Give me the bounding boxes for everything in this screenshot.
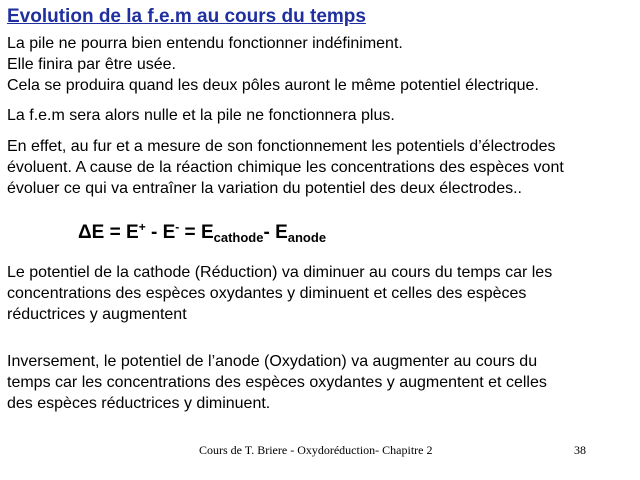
cathode-line: Le potentiel de la cathode (Réduction) va diminuer au cours du temps car les (7, 264, 553, 281)
cathode-subscript: cathode (213, 230, 264, 245)
page-title: Evolution de la f.e.m au cours du temps (7, 6, 366, 27)
null-fem-paragraph (7, 105, 637, 126)
equals-sign: = (179, 222, 201, 243)
cathode-paragraph (7, 262, 637, 325)
cathode-line: réductrices y augmentent (7, 306, 187, 323)
anode-paragraph (7, 351, 637, 414)
e-minus: E (162, 222, 176, 243)
explanation-line: évoluent. A cause de la réaction chimique les concentrations des espèces vont (7, 159, 564, 176)
intro-line: La pile ne pourra bien entendu fonctionner indéfiniment. (7, 35, 403, 52)
explanation-line: évoluer ce qui va entraîner la variation du potentiel des deux électrodes.. (7, 180, 522, 197)
footer-course: Cours de T. Briere - Oxydoréduction- Chapitre 2 (199, 443, 433, 457)
minus-operator: - (145, 222, 163, 243)
minus-superscript: - (175, 220, 180, 234)
e-plus: E (126, 222, 139, 243)
e-anode: E (275, 222, 288, 243)
fem-equation (78, 220, 326, 245)
anode-subscript: anode (287, 230, 327, 245)
plus-superscript: + (138, 220, 146, 234)
e-cathode: E (200, 222, 214, 243)
null-fem-line: La f.e.m sera alors nulle et la pile ne fonctionnera plus. (7, 107, 395, 124)
explanation-paragraph (7, 136, 637, 199)
anode-line: Inversement, le potentiel de l’anode (Oxydation) va augmenter au cours du (7, 353, 538, 370)
equals-sign: = (104, 222, 126, 243)
intro-paragraph (7, 33, 637, 96)
anode-line: temps car les concentrations des espèces oxydantes y augmentent et celles (7, 374, 547, 391)
cathode-line: concentrations des espèces oxydantes y diminuent et celles des espèces (7, 285, 527, 302)
equation-lhs: E (91, 222, 105, 243)
explanation-line: En effet, au fur et a mesure de son fonctionnement les potentiels d’électrodes (7, 138, 556, 155)
intro-line: Cela se produira quand les deux pôles auront le même potentiel électrique. (7, 77, 539, 94)
delta-symbol: Δ (78, 222, 92, 243)
footer-page-number: 38 (574, 443, 586, 457)
minus-operator: - (263, 222, 276, 243)
intro-line: Elle finira par être usée. (7, 56, 176, 73)
anode-line: des espèces réductrices y diminuent. (7, 395, 271, 412)
